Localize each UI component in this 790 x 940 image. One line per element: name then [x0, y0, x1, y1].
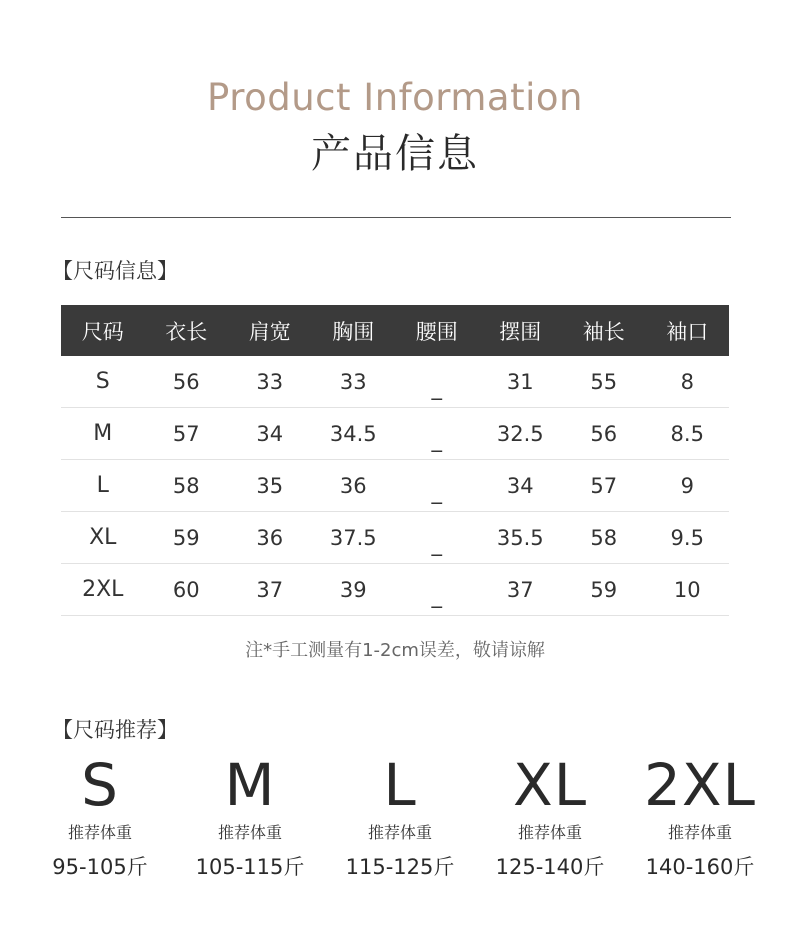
table-cell: 35.5 [479, 512, 563, 564]
size-info-title: 【尺码信息】 [52, 259, 178, 283]
size-recommend-title: 【尺码推荐】 [52, 718, 178, 742]
table-cell: 36 [312, 460, 396, 512]
recommend-range: 140-160斤 [645, 855, 755, 879]
table-row [61, 460, 729, 512]
table-cell: 31 [479, 356, 563, 408]
recommend-size: 2XL [644, 751, 756, 819]
recommend-item-m [175, 752, 325, 881]
table-cell: 55 [562, 356, 646, 408]
table-cell: 39 [312, 564, 396, 616]
table-cell: 33 [228, 356, 312, 408]
table-cell: 58 [562, 512, 646, 564]
table-cell: 34 [479, 460, 563, 512]
table-cell: 9 [646, 460, 730, 512]
recommend-item-2xl [625, 752, 775, 881]
column-header-length: 衣长 [145, 305, 229, 356]
table-cell: 37 [228, 564, 312, 616]
table-cell: 56 [562, 408, 646, 460]
table-cell: 37 [479, 564, 563, 616]
table-cell: 35 [228, 460, 312, 512]
table-header-row [61, 305, 729, 356]
table-row [61, 564, 729, 616]
table-cell: S [61, 356, 145, 408]
table-cell: _ [395, 460, 479, 512]
table-cell: 58 [145, 460, 229, 512]
table-cell: 33 [312, 356, 396, 408]
table-cell: 57 [145, 408, 229, 460]
table-cell: M [61, 408, 145, 460]
table-cell: XL [61, 512, 145, 564]
column-header-cuff: 袖口 [646, 305, 730, 356]
recommend-range: 105-115斤 [195, 855, 305, 879]
header-title-cn: 产品信息 [311, 131, 479, 177]
table-cell: 59 [145, 512, 229, 564]
recommend-item-xl [475, 752, 625, 881]
divider [61, 217, 731, 218]
measurement-note: 注*手工测量有1-2cm误差，敬请谅解 [245, 640, 545, 661]
table-cell: _ [395, 564, 479, 616]
recommend-label: 推荐体重 [667, 823, 732, 842]
table-cell: 57 [562, 460, 646, 512]
recommend-range: 115-125斤 [345, 855, 455, 879]
table-cell: 34.5 [312, 408, 396, 460]
recommend-label: 推荐体重 [67, 823, 132, 842]
table-cell: 60 [145, 564, 229, 616]
recommend-range: 95-105斤 [52, 855, 148, 879]
size-recommendations [25, 752, 775, 881]
table-cell: L [61, 460, 145, 512]
recommend-label: 推荐体重 [217, 823, 282, 842]
table-cell: 10 [646, 564, 730, 616]
recommend-size: M [224, 751, 276, 819]
table-cell: 32.5 [479, 408, 563, 460]
column-header-shoulder: 肩宽 [228, 305, 312, 356]
table-cell: 8.5 [646, 408, 730, 460]
recommend-item-s [25, 752, 175, 881]
table-cell: 2XL [61, 564, 145, 616]
table-cell: 34 [228, 408, 312, 460]
size-table [61, 305, 729, 616]
table-cell: 59 [562, 564, 646, 616]
column-header-size: 尺码 [61, 305, 145, 356]
table-cell: 36 [228, 512, 312, 564]
column-header-sleeve-length: 袖长 [562, 305, 646, 356]
table-cell: _ [395, 356, 479, 408]
column-header-waist: 腰围 [395, 305, 479, 356]
table-row [61, 512, 729, 564]
recommend-size: XL [512, 751, 588, 819]
table-cell: 56 [145, 356, 229, 408]
recommend-item-l [325, 752, 475, 881]
header-title-en: Product Information [207, 76, 583, 119]
recommend-size: S [81, 751, 119, 819]
table-cell: _ [395, 408, 479, 460]
table-row [61, 408, 729, 460]
recommend-range: 125-140斤 [495, 855, 605, 879]
recommend-label: 推荐体重 [367, 823, 432, 842]
recommend-label: 推荐体重 [517, 823, 582, 842]
table-cell: 37.5 [312, 512, 396, 564]
table-row [61, 356, 729, 408]
recommend-size: L [383, 751, 417, 819]
table-cell: 9.5 [646, 512, 730, 564]
table-cell: 8 [646, 356, 730, 408]
column-header-hem: 摆围 [479, 305, 563, 356]
table-cell: _ [395, 512, 479, 564]
column-header-chest: 胸围 [312, 305, 396, 356]
